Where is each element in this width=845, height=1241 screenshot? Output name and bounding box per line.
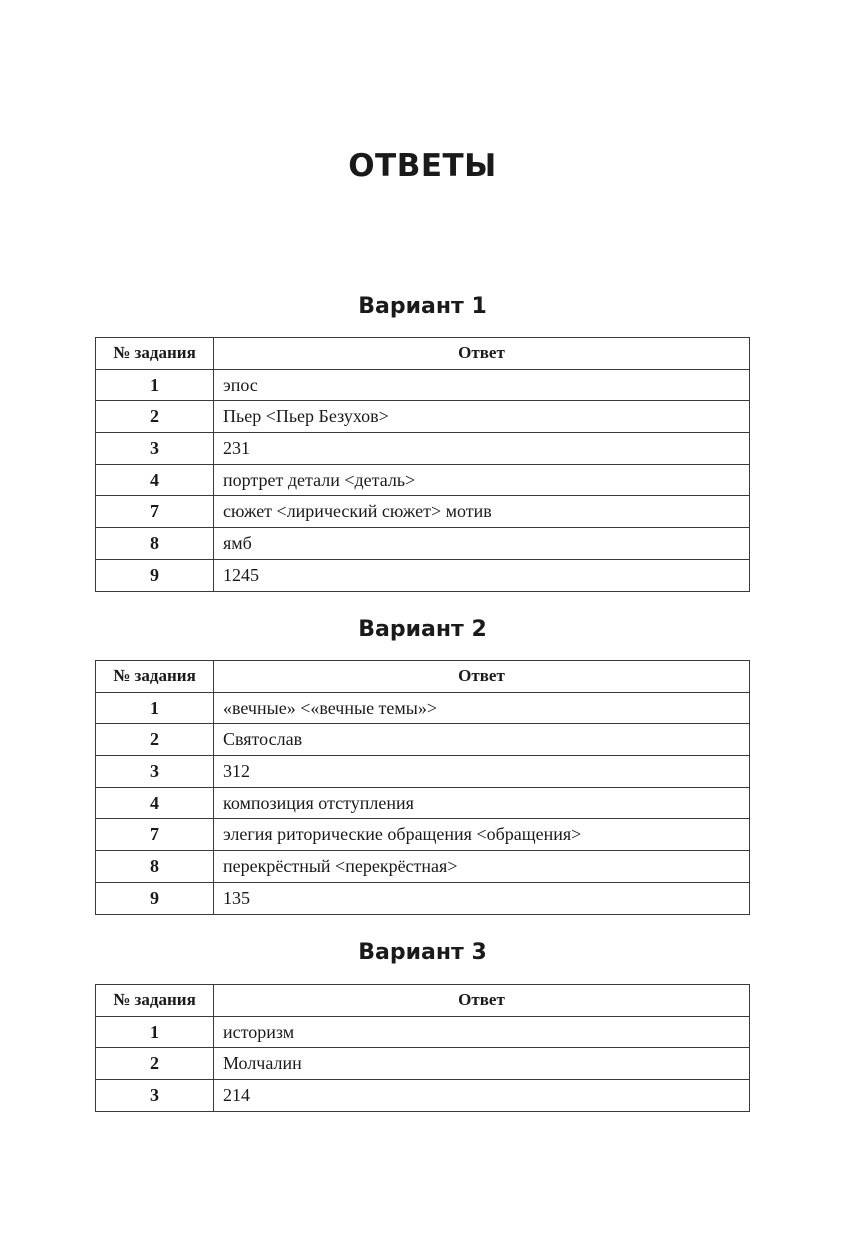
table-row (96, 1048, 750, 1080)
answer-cell: 135 (214, 882, 750, 914)
variant-1-heading: Вариант 1 (358, 294, 487, 319)
table-row (96, 787, 750, 819)
answer-cell: 312 (214, 756, 750, 788)
task-number: 4 (96, 787, 214, 819)
table-row (96, 496, 750, 528)
answer-cell: Святослав (214, 724, 750, 756)
answer-cell: сюжет <лирический сюжет> мотив (214, 496, 750, 528)
answer-cell: композиция отступления (214, 787, 750, 819)
table-row (96, 1080, 750, 1112)
answer-cell: элегия риторические обращения <обращения> (214, 819, 750, 851)
table-row (96, 369, 750, 401)
page-title: ОТВЕТЫ (348, 148, 497, 184)
table-header-row (96, 985, 750, 1017)
answer-header: Ответ (214, 338, 750, 370)
variant-2-heading: Вариант 2 (358, 617, 487, 642)
variant-1-table (95, 337, 750, 592)
table-row (96, 401, 750, 433)
task-number-header: № задания (96, 338, 214, 370)
table-row (96, 464, 750, 496)
table-row (96, 559, 750, 591)
task-number: 9 (96, 559, 214, 591)
task-number: 7 (96, 819, 214, 851)
table-row (96, 819, 750, 851)
answer-cell: эпос (214, 369, 750, 401)
table-row (96, 528, 750, 560)
table-row (96, 851, 750, 883)
task-number: 7 (96, 496, 214, 528)
answer-cell: 1245 (214, 559, 750, 591)
answer-header: Ответ (214, 661, 750, 693)
table-row (96, 756, 750, 788)
answer-cell: портрет детали <деталь> (214, 464, 750, 496)
table-row (96, 724, 750, 756)
task-number: 1 (96, 1016, 214, 1048)
table-header-row (96, 661, 750, 693)
variant-2-table (95, 660, 750, 915)
task-number-header: № задания (96, 661, 214, 693)
task-number: 3 (96, 433, 214, 465)
answer-cell: историзм (214, 1016, 750, 1048)
task-number: 3 (96, 756, 214, 788)
answer-cell: Молчалин (214, 1048, 750, 1080)
task-number: 1 (96, 692, 214, 724)
task-number: 1 (96, 369, 214, 401)
answer-cell: Пьер <Пьер Безухов> (214, 401, 750, 433)
task-number-header: № задания (96, 985, 214, 1017)
answer-cell: «вечные» <«вечные темы»> (214, 692, 750, 724)
task-number: 2 (96, 724, 214, 756)
answer-cell: ямб (214, 528, 750, 560)
table-header-row (96, 338, 750, 370)
task-number: 4 (96, 464, 214, 496)
answer-cell: перекрёстный <перекрёстная> (214, 851, 750, 883)
task-number: 2 (96, 1048, 214, 1080)
task-number: 8 (96, 528, 214, 560)
task-number: 8 (96, 851, 214, 883)
answer-cell: 214 (214, 1080, 750, 1112)
table-row (96, 692, 750, 724)
table-row (96, 882, 750, 914)
answer-cell: 231 (214, 433, 750, 465)
task-number: 3 (96, 1080, 214, 1112)
variant-3-table (95, 984, 750, 1112)
answer-header: Ответ (214, 985, 750, 1017)
table-row (96, 1016, 750, 1048)
variant-3-heading: Вариант 3 (358, 940, 487, 965)
task-number: 9 (96, 882, 214, 914)
task-number: 2 (96, 401, 214, 433)
table-row (96, 433, 750, 465)
